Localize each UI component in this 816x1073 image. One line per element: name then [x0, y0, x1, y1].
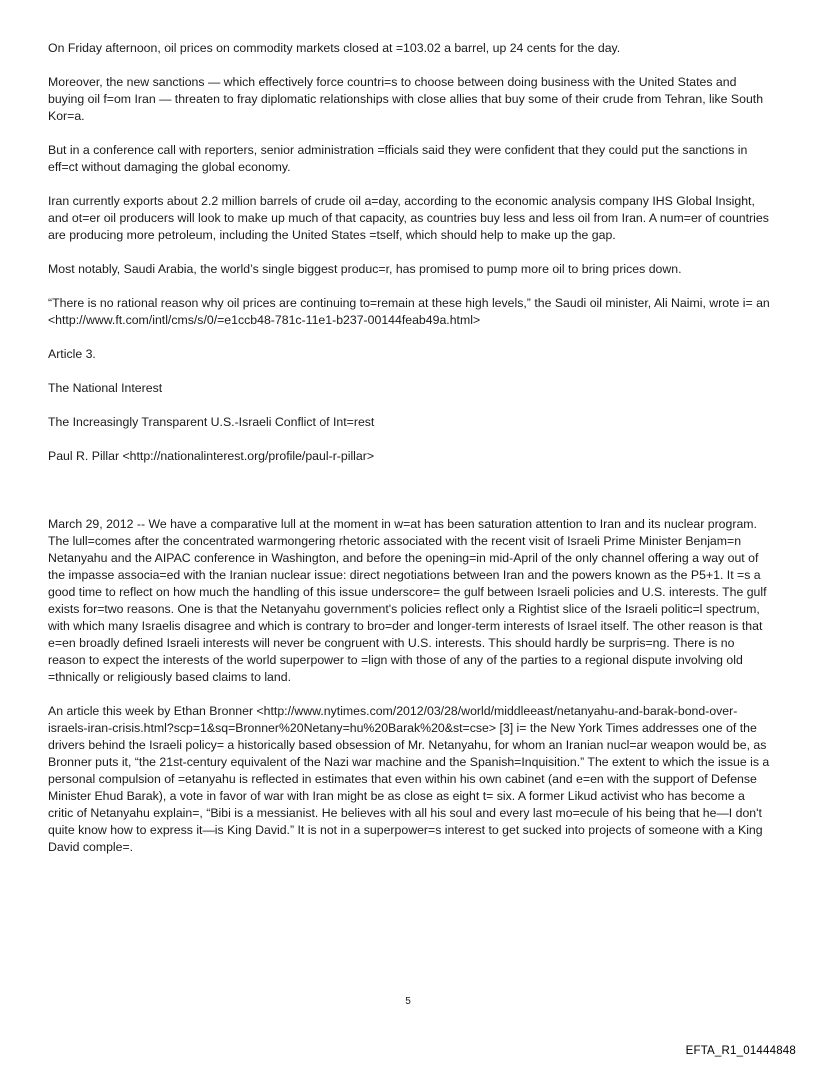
paragraph-oil-prices: On Friday afternoon, oil prices on commodity markets closed at =103.02 a barrel, up 24 cents for the day. [48, 41, 621, 55]
paragraph-comparative-lull: March 29, 2012 -- We have a comparative lull at the moment in w=at has been saturation attention to Iran and its nuclear program. The lull=comes after the concentrated warmongering rhetoric associated with the recent visit of Israeli Prime Minister Benjam=n Netanyahu and the AIPAC conference in Washington, and before the opening=in mid-April of the only channel offering a way out of the impasse associa=ed with the Iranian nuclear issue: direct negotiations between Iran and the powers known as the P5+1. It =s a good time to reflect on how much the handling of this issue underscore= the gulf between Israeli policies and U.S. interests. The gulf exists for=two reasons. One is that the Netanyahu government's policies reflect only a Rightist slice of the Israeli politic=l spectrum, with which many Israelis disagree and which is contrary to bro=der and longer-term interests of Israel itself. The other reason is that e=en broadly defined Israeli interests will never be congruent with U.S. interests. This should hardly be surpris=ng. There is no reason to expect the interests of the world superpower to =lign with those of any of the parties to a regional dispute involving old =thnically or religiously based claims to land. [48, 517, 767, 684]
paragraph-sanctions: Moreover, the new sanctions — which effectively force countri=s to choose between doing business with the United States and buying oil f=om Iran — threaten to fray diplomatic relationships with close allies that buy some of their crude from Tehran, like South Kor=a. [48, 75, 764, 123]
page-number: 5 [405, 996, 411, 1007]
publication-name: The National Interest [48, 381, 163, 395]
article-title: The Increasingly Transparent U.S.-Israeli Conflict of Int=rest [48, 415, 375, 429]
document-id: EFTA_R1_01444848 [685, 1045, 796, 1057]
article-author: Paul R. Pillar <http://nationalinterest.org/profile/paul-r-pillar> [48, 449, 375, 463]
document-page [48, 40, 772, 873]
paragraph-conference-call: But in a conference call with reporters, senior administration =fficials said they were confident that they could put the sanctions in eff=ct without damaging the global economy. [48, 143, 748, 174]
article-number: Article 3. [48, 347, 96, 361]
paragraph-naimi-quote: “There is no rational reason why oil prices are continuing to=remain at these high levels,” the Saudi oil minister, Ali Naimi, wrote i= an <http://www.ft.com/intl/cms/s/0/=e1ccb48-781c-11e1-b237-00144feab49a.html> [48, 296, 770, 327]
paragraph-iran-exports: Iran currently exports about 2.2 million barrels of crude oil a=day, according to the economic analysis company IHS Global Insight, and ot=er oil producers will look to make up much of that capacity, as countries buy less and less oil from Iran. A num=er of countries are producing more petroleum, including the United States =tself, which should help to make up the gap. [48, 194, 769, 242]
paragraph-ethan-bronner: An article this week by Ethan Bronner <http://www.nytimes.com/2012/03/28/world/middleeast/netanyahu-and-barak-bond-over-israels-iran-crisis.html?scp=1&sq=Bronner%20Netany=hu%20Barak%20&st=cse> [3] i= the New York Times addresses one of the drivers behind the Israeli policy= a historically based obsession of Mr. Netanyahu, for whom an Iranian nucl=ar weapon would be, as Bronner puts it, “the 21st-century equivalent of the Nazi war machine and the Spanish=Inquisition.” The extent to which the issue is a personal compulsion of =etanyahu is reflected in estimates that even within his own cabinet (and e=en with the support of Defense Minister Ehud Barak), a vote in favor of war with Iran might be as close as eight t= six. A former Likud activist who has become a critic of Netanyahu explain=, “Bibi is a messianist. He believes with all his soul and every last mo=ecule of his being that he—I don't quite know how to express it—is King David.” It is not in a superpower=s interest to get sucked into projects of someone with a King David comple=. [48, 704, 770, 854]
paragraph-saudi-arabia: Most notably, Saudi Arabia, the world’s single biggest produc=r, has promised to pump more oil to bring prices down. [48, 262, 682, 276]
spacer [48, 482, 772, 516]
